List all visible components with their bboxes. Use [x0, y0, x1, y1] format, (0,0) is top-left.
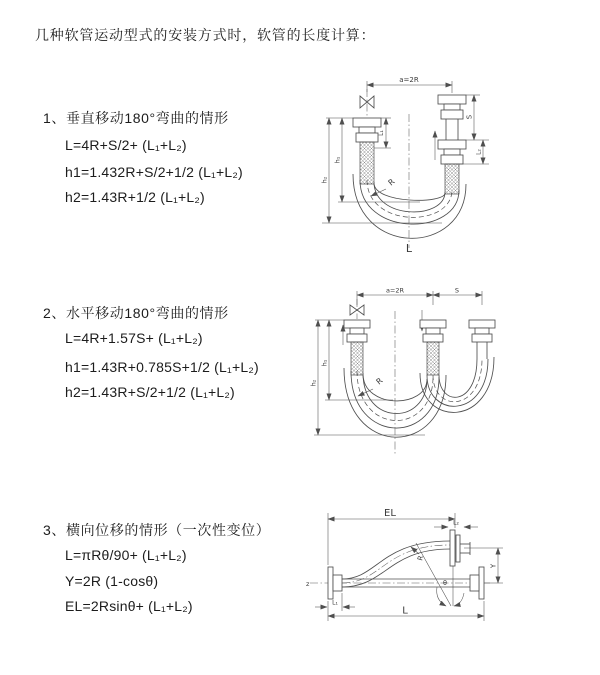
- section3-heading: 3、横向位移的情形（一次性变位）: [43, 522, 271, 538]
- dim-label-s: S: [465, 114, 474, 120]
- section2-formula-h2: h2=1.43R+S/2+1/2 (L₁+L₂): [65, 384, 235, 400]
- section2-formula-h1: h1=1.43R+0.785S+1/2 (L₁+L₂): [65, 359, 259, 375]
- dim-label-a2r: a=2R: [385, 286, 405, 295]
- dim-s: [466, 95, 490, 140]
- diagram-lateral-displacement: [298, 503, 600, 648]
- dim-label-y: Y: [489, 563, 498, 569]
- right-fitting-lower: [438, 140, 466, 194]
- dim-label-l1: L₁: [378, 130, 385, 136]
- section2-formula-l: L=4R+1.57S+ (L₁+L₂): [65, 330, 203, 346]
- section1-heading: 1、垂直移动180°弯曲的情形: [43, 110, 229, 126]
- dim-label-h2: h₂: [320, 176, 329, 184]
- section3-formula-l: L=πRθ/90+ (L₁+L₂): [65, 547, 187, 563]
- dim-label-h2: h₂: [309, 379, 318, 387]
- dim-label-l2: L₂: [453, 519, 459, 527]
- valve-icon: [350, 299, 364, 319]
- left-braid-hose: [351, 342, 363, 375]
- dim-l: [328, 601, 484, 621]
- dim-label-r: R: [374, 376, 385, 387]
- section2-heading: 2、水平移动180°弯曲的情形: [43, 305, 229, 321]
- right-braid-hose: [445, 164, 459, 194]
- break-mark-z: z: [306, 580, 310, 588]
- left-braid-hose: [360, 142, 374, 184]
- section1-formula-h2: h2=1.43R+1/2 (L₁+L₂): [65, 189, 205, 205]
- dim-label-s: S: [454, 286, 460, 295]
- dim-label-theta: θ: [443, 579, 447, 587]
- dim-label-r: R: [386, 177, 397, 188]
- dim-label-el: EL: [384, 508, 396, 519]
- dim-el: [328, 508, 455, 565]
- dim-l1: [315, 593, 355, 611]
- page-title: 几种软管运动型式的安装方式时，软管的长度计算：: [35, 27, 376, 43]
- dim-label-l-total: L: [402, 605, 408, 617]
- radius-callout: [411, 547, 425, 562]
- dim-s: [433, 287, 482, 296]
- dim-label-r: R: [416, 554, 426, 562]
- valve-icon: [360, 89, 374, 116]
- right-fitting-upper: [438, 95, 466, 140]
- dim-label-l-total: L: [405, 242, 413, 255]
- lower-right-flange: [470, 567, 484, 599]
- left-fitting: [353, 118, 381, 184]
- dim-label-h1: h₁: [320, 359, 329, 367]
- right-fitting: [469, 320, 495, 359]
- dim-width-a2r: [357, 287, 482, 306]
- dim-label-l2: L₂: [475, 149, 483, 155]
- dim-width-a2r: [367, 76, 452, 93]
- middle-fitting: [420, 320, 446, 375]
- section3-formula-y: Y=2R (1-cosθ): [65, 573, 159, 589]
- dim-label-a2r: a=2R: [399, 76, 419, 84]
- dim-label-l1: L₁: [332, 599, 338, 607]
- section1-formula-l: L=4R+S/2+ (L₁+L₂): [65, 137, 187, 153]
- diagram-vertical-180-bend: [312, 68, 592, 263]
- hose-s-curve: [342, 541, 450, 587]
- dim-label-h1: h₁: [333, 156, 342, 164]
- section3-formula-el: EL=2Rsinθ+ (L₁+L₂): [65, 598, 193, 614]
- dim-l2: [434, 520, 478, 528]
- diagram-horizontal-180-bend: [305, 283, 600, 463]
- left-flange: [328, 567, 342, 599]
- middle-braid-hose: [427, 342, 439, 375]
- left-fitting: [344, 320, 370, 375]
- section1-formula-h1: h1=1.432R+S/2+1/2 (L₁+L₂): [65, 164, 243, 180]
